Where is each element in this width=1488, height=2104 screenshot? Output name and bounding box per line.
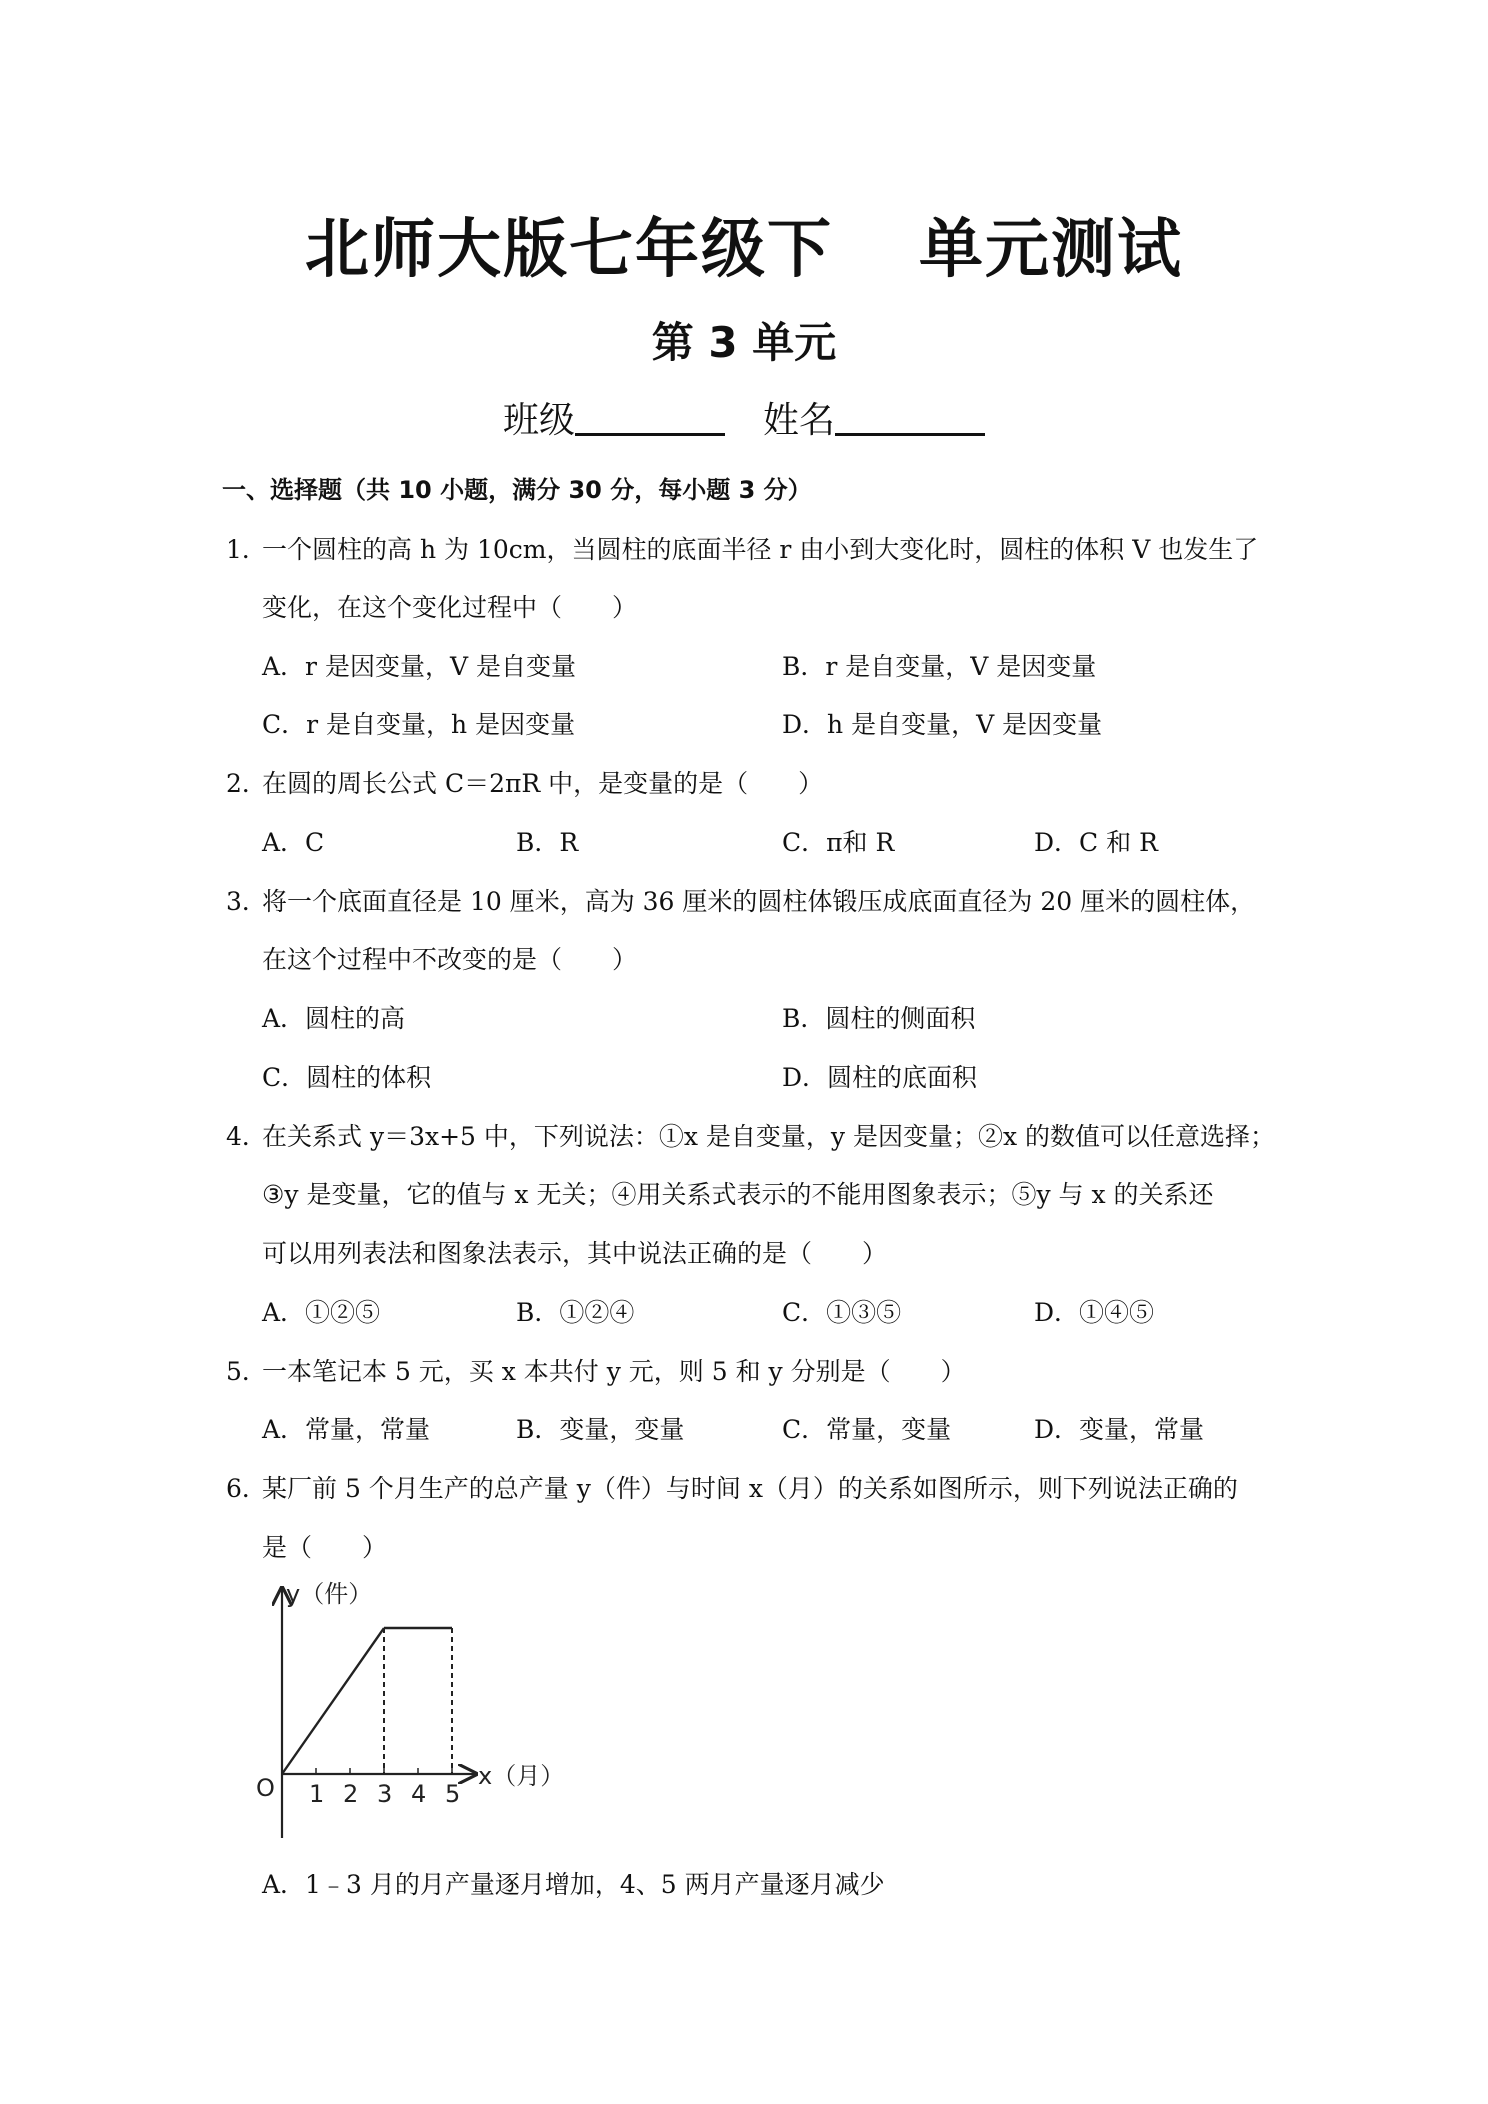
option-a[interactable]: A．常量，常量: [262, 1415, 431, 1444]
option-a[interactable]: A．r 是因变量，V 是自变量: [262, 652, 576, 681]
question-text: 一本笔记本 5 元，买 x 本共付 y 元，则 5 和 y 分别是（ ）: [262, 1357, 966, 1386]
question-text: 变化，在这个变化过程中（ ）: [262, 593, 638, 622]
page-title: [0, 198, 1488, 290]
class-blank[interactable]: [575, 399, 725, 436]
section-heading: 一、选择题（共 10 小题，满分 30 分，每小题 3 分）: [222, 476, 812, 504]
option-d[interactable]: D．圆柱的底面积: [782, 1063, 978, 1092]
option-c[interactable]: C．圆柱的体积: [262, 1063, 432, 1092]
question-number: 2．: [226, 769, 267, 798]
class-label: 班级: [502, 400, 575, 441]
question-text: 在圆的周长公式 C＝2πR 中，是变量的是（ ）: [262, 769, 824, 798]
x-tick-label: 3: [377, 1780, 393, 1808]
question-text: 可以用列表法和图象法表示，其中说法正确的是（ ）: [262, 1239, 888, 1268]
x-tick-label: 2: [343, 1780, 359, 1808]
class-name-line: [0, 392, 1488, 443]
question-text: 将一个底面直径是 10 厘米，高为 36 厘米的圆柱体锻压成底面直径为 20 厘米的圆柱体，: [262, 887, 1256, 916]
x-tick-label: 4: [411, 1780, 427, 1808]
y-axis-label: y（件）: [286, 1580, 373, 1608]
name-label: 姓名: [763, 400, 836, 441]
option-b[interactable]: B．圆柱的侧面积: [782, 1004, 976, 1033]
x-tick-label: 5: [445, 1780, 461, 1808]
option-d[interactable]: D．①④⑤: [1034, 1298, 1155, 1327]
title-left: 北师大版七年级下: [305, 213, 833, 287]
question-text: 在这个过程中不改变的是（ ）: [262, 945, 638, 974]
option-d[interactable]: D．h 是自变量，V 是因变量: [782, 710, 1103, 739]
question-text: 在关系式 y＝3x+5 中，下列说法：①x 是自变量，y 是因变量；②x 的数值可以任意选择；: [262, 1122, 1276, 1151]
option-b[interactable]: B．r 是自变量，V 是因变量: [782, 652, 1097, 681]
option-a[interactable]: A．①②⑤: [262, 1298, 381, 1327]
option-c[interactable]: C．①③⑤: [782, 1298, 902, 1327]
question-number: 5．: [226, 1357, 267, 1386]
question-number: 1．: [226, 535, 267, 564]
option-a[interactable]: A．圆柱的高: [262, 1004, 406, 1033]
title-right: 单元测试: [919, 213, 1183, 287]
production-graph: [246, 1574, 582, 1844]
question-text: 某厂前 5 个月生产的总产量 y（件）与时间 x（月）的关系如图所示，则下列说法正确的: [262, 1474, 1238, 1503]
option-a[interactable]: A．C: [262, 828, 325, 857]
option-b[interactable]: B．R: [516, 828, 579, 857]
question-text: 一个圆柱的高 h 为 10cm，当圆柱的底面半径 r 由小到大变化时，圆柱的体积 V 也发生了: [262, 535, 1259, 564]
question-number: 6．: [226, 1474, 267, 1503]
question-number: 4．: [226, 1122, 267, 1151]
origin-label: O: [256, 1774, 275, 1802]
x-tick-label: 1: [309, 1780, 325, 1808]
question-text: 是（ ）: [262, 1533, 388, 1562]
option-c[interactable]: C．r 是自变量，h 是因变量: [262, 710, 576, 739]
unit-subtitle: 第 3 单元: [651, 318, 837, 367]
option-b[interactable]: B．①②④: [516, 1298, 635, 1327]
question-text: ③y 是变量，它的值与 x 无关；④用关系式表示的不能用图象表示；⑤y 与 x 的关系还: [262, 1180, 1214, 1209]
series-segment: [282, 1628, 384, 1774]
option-a[interactable]: A．1﹣3 月的月产量逐月增加，4、5 两月产量逐月减少: [262, 1870, 885, 1899]
question-number: 3．: [226, 887, 267, 916]
name-blank[interactable]: [835, 399, 985, 436]
option-d[interactable]: D．变量，常量: [1034, 1415, 1205, 1444]
option-d[interactable]: D．C 和 R: [1034, 828, 1158, 857]
option-c[interactable]: C．π和 R: [782, 828, 895, 857]
option-b[interactable]: B．变量，变量: [516, 1415, 685, 1444]
x-axis-label: x（月）: [478, 1762, 565, 1790]
option-c[interactable]: C．常量，变量: [782, 1415, 952, 1444]
